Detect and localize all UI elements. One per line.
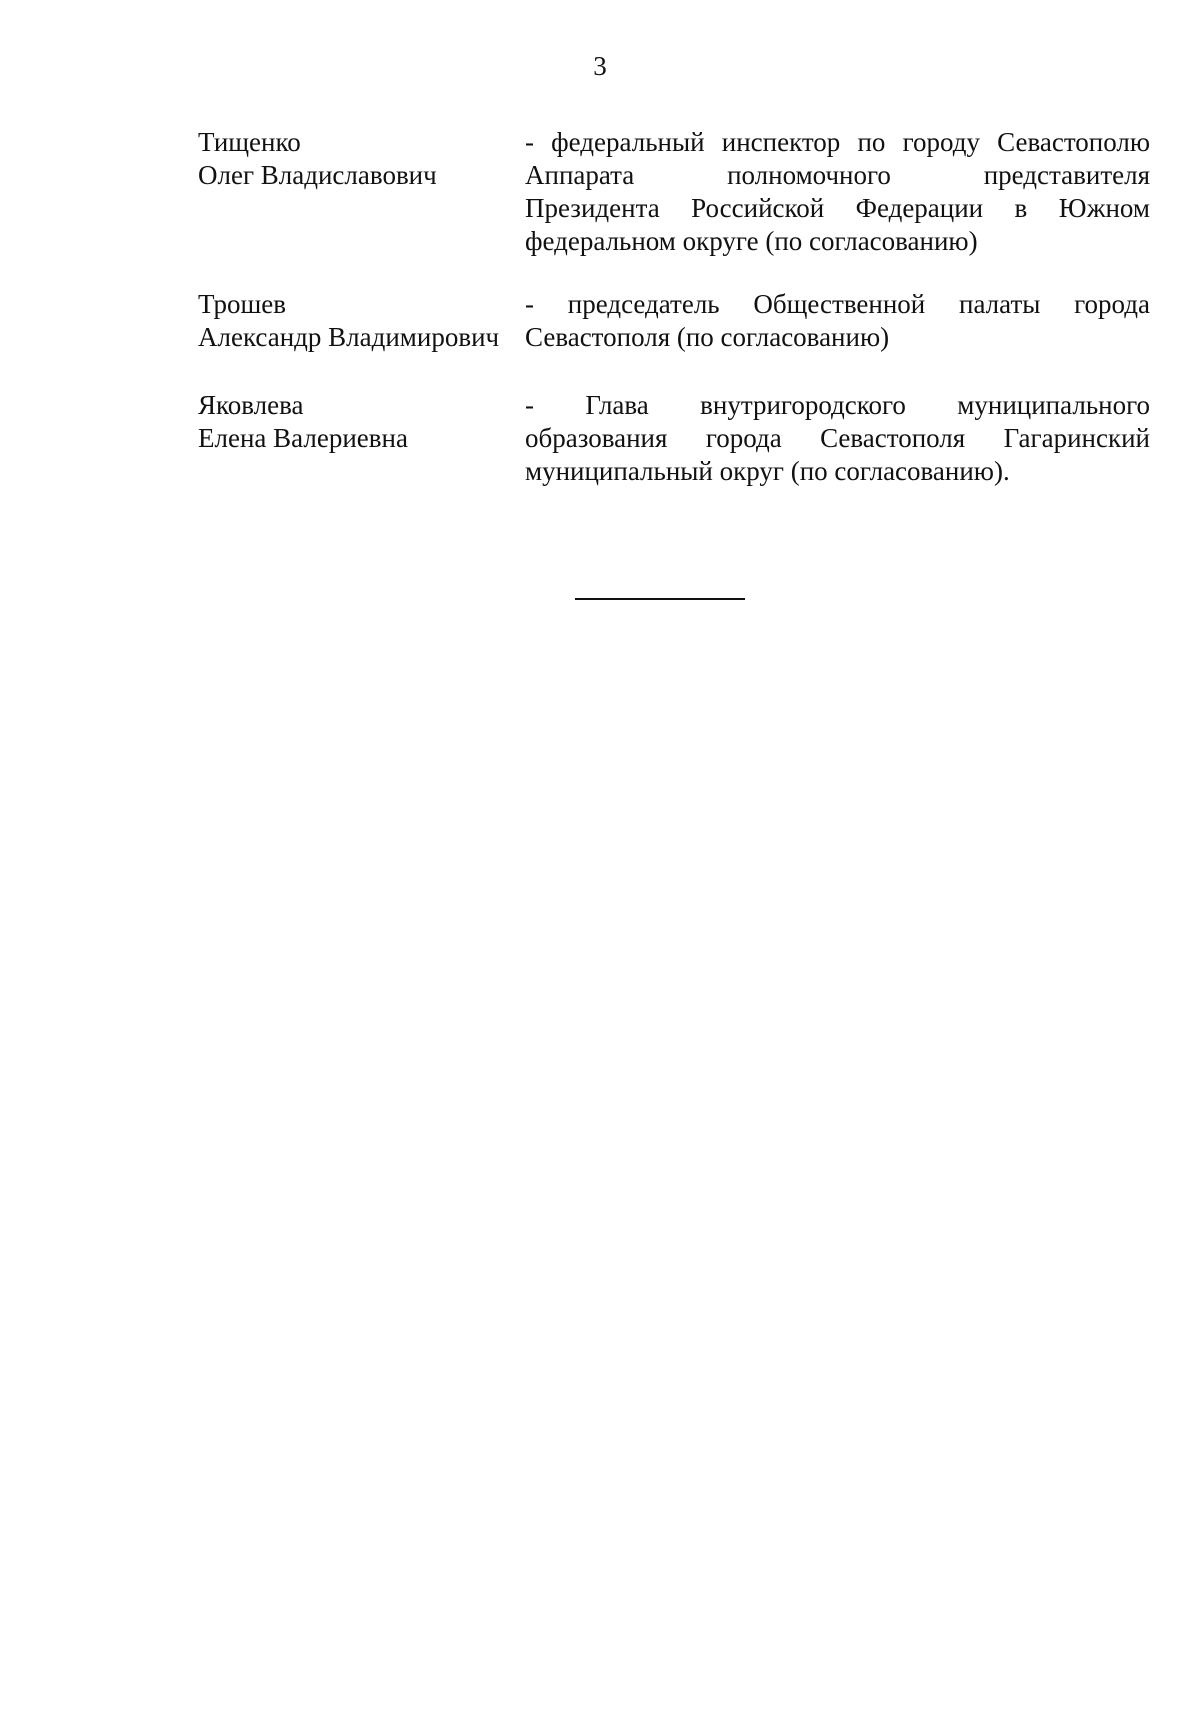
member-surname: Трошев: [198, 289, 286, 319]
role-line: Президента Российской Федерации в Южном: [525, 193, 1150, 223]
member-given-names: Елена Валериевна: [198, 423, 408, 453]
member-surname: Яковлева: [198, 390, 304, 420]
member-name: [198, 288, 518, 354]
member-role: [525, 126, 1150, 258]
member-name: [198, 389, 518, 455]
member-name: [198, 126, 518, 192]
member-role: [525, 389, 1150, 488]
member-surname: Тищенко: [198, 127, 301, 157]
member-role: [525, 288, 1150, 354]
page-number: 3: [593, 51, 607, 81]
role-line: - председатель Общественной палаты города: [525, 289, 1150, 319]
member-given-names: Олег Владиславович: [198, 160, 437, 190]
role-line: муниципальный округ (по согласованию).: [525, 456, 1010, 486]
role-line: - Глава внутригородского муниципального: [525, 390, 1150, 420]
role-line: образования города Севастополя Гагаринский: [525, 423, 1150, 453]
role-line: федеральном округе (по согласованию): [525, 226, 978, 256]
role-line: Аппарата полномочного представителя: [525, 160, 1150, 190]
role-line: - федеральный инспектор по городу Севастополю: [525, 127, 1150, 157]
end-of-list-rule: [575, 598, 745, 600]
role-line: Севастополя (по согласованию): [525, 322, 890, 352]
member-given-names: Александр Владимирович: [198, 322, 500, 352]
